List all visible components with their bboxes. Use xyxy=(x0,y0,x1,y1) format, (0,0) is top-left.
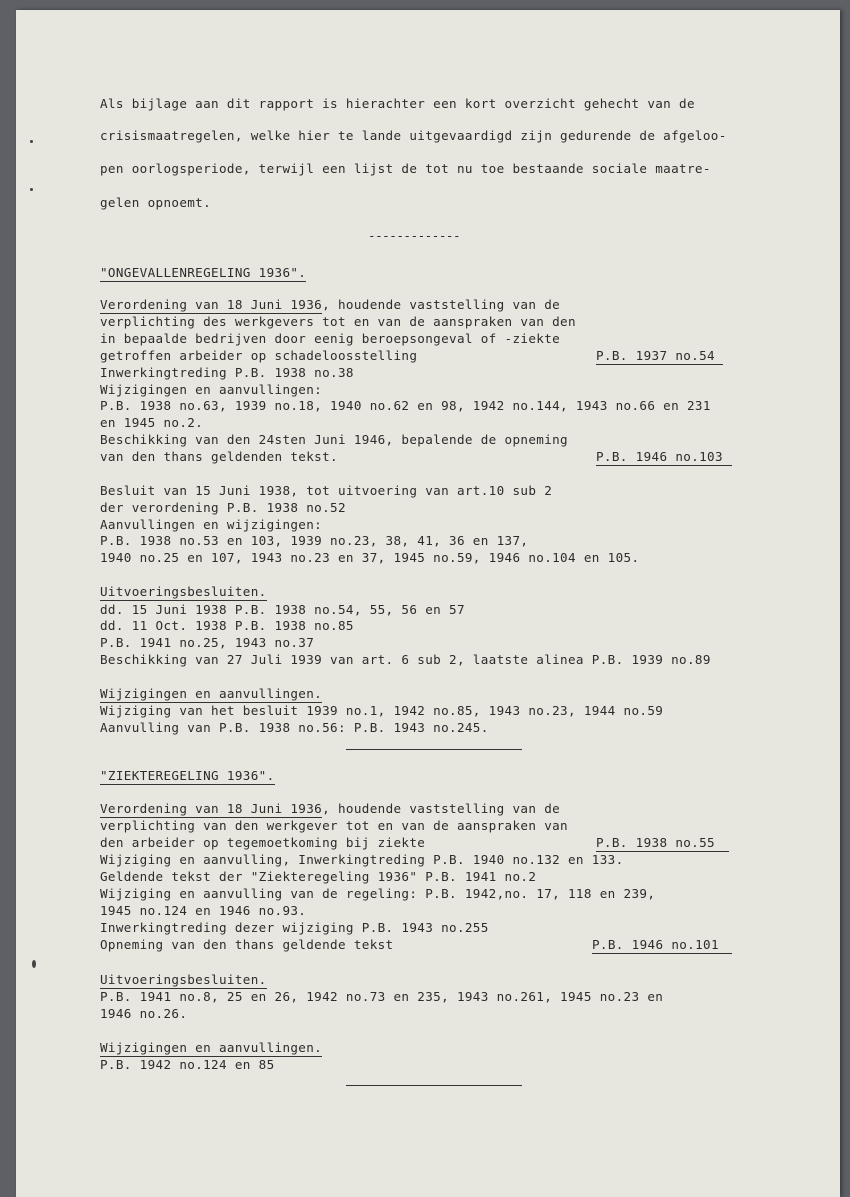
intro-line: crisismaatregelen, welke hier te lande uitgevaardigd zijn gedurende de afgeloo- xyxy=(100,128,727,143)
text-line: in bepaalde bedrijven door eenig beroepsongeval of -ziekte xyxy=(100,331,561,346)
text-line: Wijziging van het besluit 1939 no.1, 1942 no.85, 1943 no.23, 1944 no.59 xyxy=(100,703,664,718)
text-line: dd. 11 Oct. 1938 P.B. 1938 no.85 xyxy=(100,618,354,633)
verordening-heading xyxy=(100,297,560,312)
verordening-date: Verordening van 18 Juni 1936 xyxy=(100,297,323,312)
subheading-uitvoering: Uitvoeringsbesluiten. xyxy=(100,584,267,599)
text-line: P.B. 1938 no.53 en 103, 1939 no.23, 38, 41, 36 en 137, xyxy=(100,533,529,548)
pb-reference: P.B. 1938 no.55 xyxy=(596,835,729,852)
text-line: Geldende tekst der "Ziekteregeling 1936" P.B. 1941 no.2 xyxy=(100,869,537,884)
text-line: verplichting des werkgevers tot en van de aanspraken van den xyxy=(100,314,576,329)
text-line: Inwerkingtreding dezer wijziging P.B. 1943 no.255 xyxy=(100,920,489,935)
margin-mark xyxy=(30,140,33,143)
text-line: verplichting van den werkgever tot en van de aanspraken van xyxy=(100,818,568,833)
margin-mark xyxy=(32,960,36,968)
text-line: Inwerkingtreding P.B. 1938 no.38 xyxy=(100,365,354,380)
intro-line: gelen opnoemt. xyxy=(100,195,212,210)
text-line: P.B. 1938 no.63, 1939 no.18, 1940 no.62 en 98, 1942 no.144, 1943 no.66 en 231 xyxy=(100,398,711,413)
text-line: Aanvullingen en wijzigingen: xyxy=(100,517,323,532)
dash-separator: ------------- xyxy=(368,228,461,243)
intro-line: pen oorlogsperiode, terwijl een lijst de tot nu toe bestaande sociale maatre- xyxy=(100,161,711,176)
section-divider xyxy=(346,749,522,750)
text-line: P.B. 1942 no.124 en 85 xyxy=(100,1057,275,1072)
section-title-ziekte: "ZIEKTEREGELING 1936". xyxy=(100,768,275,783)
text-line: Wijziging en aanvulling van de regeling: P.B. 1942,no. 17, 118 en 239, xyxy=(100,886,656,901)
text-line: Opneming van den thans geldende tekst xyxy=(100,937,394,952)
pb-reference: P.B. 1937 no.54 xyxy=(596,348,723,365)
text-line: Wijziging en aanvulling, Inwerkingtreding P.B. 1940 no.132 en 133. xyxy=(100,852,624,867)
subheading-wijzigingen: Wijzigingen en aanvullingen. xyxy=(100,1040,323,1055)
verordening-date: Verordening van 18 Juni 1936 xyxy=(100,801,323,816)
section-title-ongevallen: "ONGEVALLENREGELING 1936". xyxy=(100,265,307,280)
verordening-heading xyxy=(100,801,560,816)
text-line: P.B. 1941 no.8, 25 en 26, 1942 no.73 en 235, 1943 no.261, 1945 no.23 en xyxy=(100,989,664,1004)
text-line: dd. 15 Juni 1938 P.B. 1938 no.54, 55, 56 en 57 xyxy=(100,602,465,617)
intro-line: Als bijlage aan dit rapport is hierachter een kort overzicht gehecht van de xyxy=(100,96,695,111)
text-line: 1946 no.26. xyxy=(100,1006,188,1021)
pb-reference: P.B. 1946 no.103 xyxy=(596,449,732,466)
text-line: Aanvulling van P.B. 1938 no.56: P.B. 1943 no.245. xyxy=(100,720,489,735)
verordening-rest: , houdende vaststelling van de xyxy=(322,297,561,312)
text-line: getroffen arbeider op schadeloosstelling xyxy=(100,348,418,363)
text-line: 1945 no.124 en 1946 no.93. xyxy=(100,903,307,918)
text-line: Besluit van 15 Juni 1938, tot uitvoering van art.10 sub 2 xyxy=(100,483,553,498)
text-line: en 1945 no.2. xyxy=(100,415,204,430)
text-line: Beschikking van den 24sten Juni 1946, bepalende de opneming xyxy=(100,432,568,447)
text-line: van den thans geldenden tekst. xyxy=(100,449,338,464)
text-line: der verordening P.B. 1938 no.52 xyxy=(100,500,346,515)
text-line: P.B. 1941 no.25, 1943 no.37 xyxy=(100,635,315,650)
text-line: den arbeider op tegemoetkoming bij ziekte xyxy=(100,835,426,850)
subheading-uitvoering: Uitvoeringsbesluiten. xyxy=(100,972,267,987)
subheading-wijzigingen: Wijzigingen en aanvullingen. xyxy=(100,686,323,701)
margin-mark xyxy=(30,188,33,191)
text-line: Wijzigingen en aanvullingen: xyxy=(100,382,323,397)
text-line: 1940 no.25 en 107, 1943 no.23 en 37, 1945 no.59, 1946 no.104 en 105. xyxy=(100,550,640,565)
section-divider xyxy=(346,1085,522,1086)
pb-reference: P.B. 1946 no.101 xyxy=(592,937,732,954)
verordening-rest: , houdende vaststelling van de xyxy=(322,801,561,816)
text-line: Beschikking van 27 Juli 1939 van art. 6 sub 2, laatste alinea P.B. 1939 no.89 xyxy=(100,652,711,667)
